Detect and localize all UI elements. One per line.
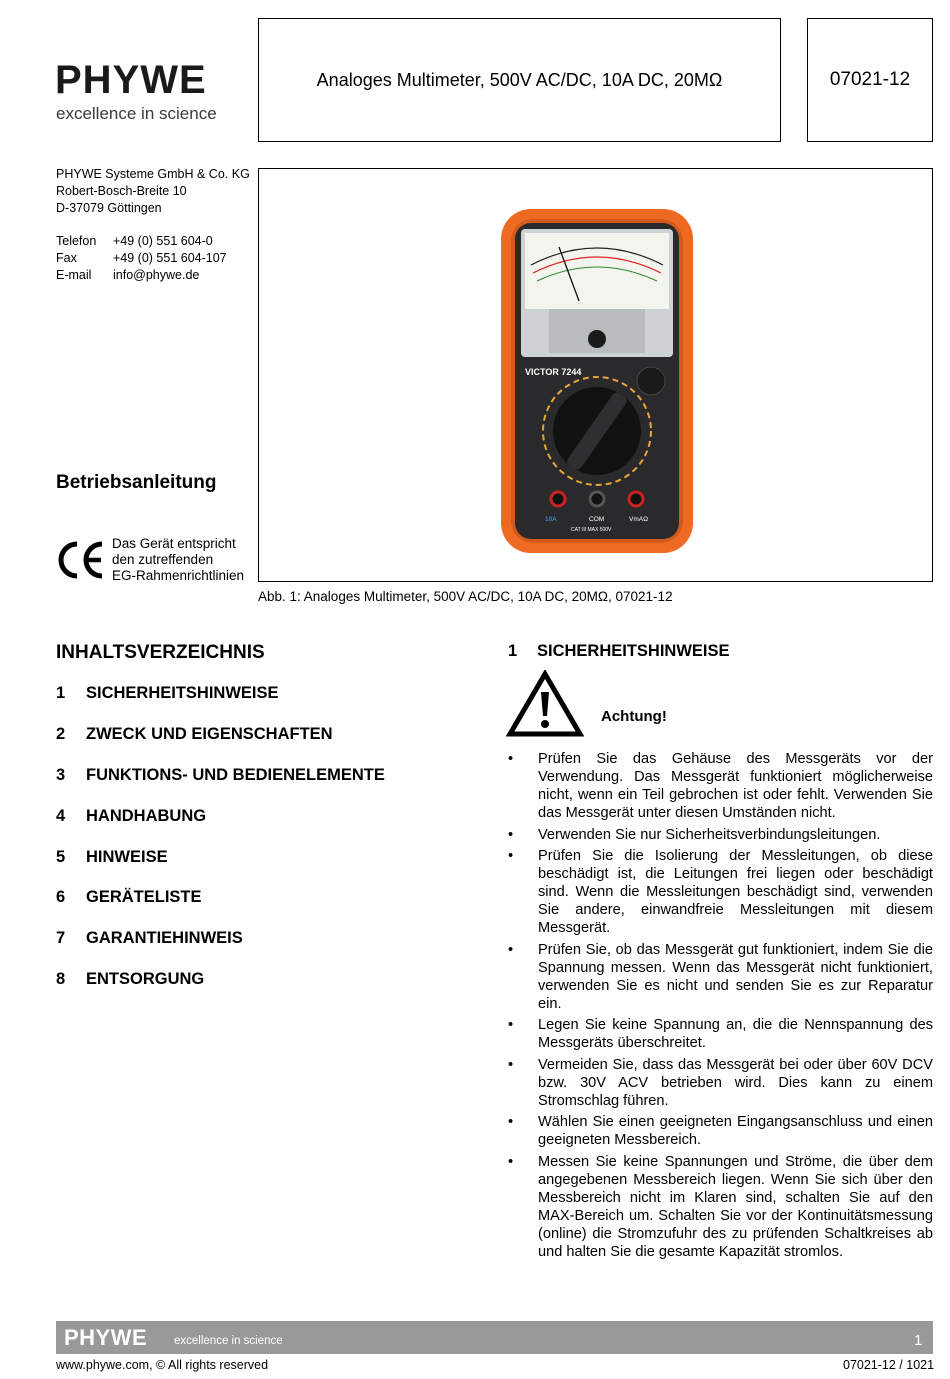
jack-10a [551,492,565,506]
safety-bullet-list [508,750,933,1264]
contact-label: Telefon [56,234,97,248]
bullet-text: Wählen Sie einen geeigneten Eingangsanschluss und einen geeigneten Messbereich. [538,1114,933,1148]
toc-item[interactable] [56,684,476,725]
jack-vma-label: VmAΩ [629,516,648,523]
toc-item[interactable] [56,970,476,1011]
toc-title: INHALTSVERZEICHNIS [56,642,265,663]
jack-10a-label: 10A [545,516,557,523]
safety-bullet [508,1056,933,1110]
bullet-text: Prüfen Sie das Gehäuse des Messgeräts vor der Verwendung. Das Messgerät funktioniert möglicherweise nicht, wenn ein Teil gebrochen ist oder fehlt. Verwenden Sie das Messgerät unter diesen Umständen nicht. [538,751,933,821]
toc-item[interactable] [56,888,476,929]
toc-item-label: GARANTIEHINWEIS [86,929,243,948]
toc-item-number: 8 [56,970,66,989]
document-title: Analoges Multimeter, 500V AC/DC, 10A DC, 20MΩ [316,69,723,90]
ce-line: Das Gerät entspricht [112,536,236,551]
company-contact [56,233,227,284]
toc-item-number: 4 [56,806,66,825]
article-number: 07021-12 [829,69,911,90]
section-heading [508,642,730,661]
bullet-dot-icon: • [508,826,514,843]
logo-tagline: excellence in science [56,104,217,123]
toc-item[interactable] [56,725,476,766]
document-title-box [258,18,781,142]
toc-item[interactable] [56,848,476,889]
toc-item-label: SICHERHEITSHINWEISE [86,684,279,702]
jack-vma [629,492,643,506]
bullet-text: Vermeiden Sie, dass das Messgerät bei oder über 60V DCV bzw. 30V ACV betrieben wird. Dies kann zu einem Stromschlag führen. [538,1056,933,1109]
bullet-dot-icon: • [508,1017,514,1033]
ce-mark-icon [56,540,106,580]
bullet-dot-icon: • [508,941,514,958]
bullet-text: Verwenden Sie nur Sicherheitsverbindungsleitungen. [538,826,881,843]
safety-bullet [508,1113,933,1149]
contact-row [56,267,227,284]
zero-adjust-screw [588,330,606,348]
toc-item-number: 5 [56,847,66,866]
manual-label: Betriebsanleitung [56,472,217,493]
safety-bullet [508,847,933,937]
multimeter-image [259,169,932,581]
footer-tagline: excellence in science [174,1335,283,1347]
phywe-logo: PHYWE [55,58,207,102]
footer-logo: PHYWE [64,1325,148,1350]
toc-item-number: 3 [56,765,66,784]
company-city: D-37079 Göttingen [56,201,162,215]
company-name: PHYWE Systeme GmbH & Co. KG [56,167,250,181]
contact-value: info@phywe.de [113,268,200,282]
bullet-dot-icon: • [508,1153,514,1170]
bullet-dot-icon: • [508,751,514,767]
safety-bullet [508,1016,933,1052]
safety-bullet [508,826,933,844]
toc-list [56,684,476,1011]
meter-scale-face [525,233,669,309]
contact-row [56,233,227,250]
toc-item-number: 6 [56,888,66,907]
ce-line: EG-Rahmenrichtlinien [112,568,245,583]
company-street: Robert-Bosch-Breite 10 [56,184,187,198]
bullet-text: Messen Sie keine Spannungen und Ströme, die über dem angegebenen Messbereich liegen. Wenn Sie sich über den Messbereich nicht im Klaren sind, schalten Sie auf den MAX-Bereich um. Schalten Sie vor der Kontinuitätsmessung (online) die Stromzufuhr des zu prüfenden Schaltkreises ab und halten Sie die gesamte Kapazität stromlos. [538,1153,933,1260]
ce-line: den zutreffenden [112,552,214,567]
toc-item[interactable] [56,766,476,807]
toc-item-label: FUNKTIONS- UND BEDIENELEMENTE [86,765,385,784]
warning-triangle-icon [506,670,584,738]
jack-com-label: COM [589,516,605,523]
section-number: 1 [508,642,518,660]
section-title: SICHERHEITSHINWEISE [537,642,730,660]
figure-caption: Abb. 1: Analoges Multimeter, 500V AC/DC, 10A DC, 20MΩ, 07021-12 [258,589,673,604]
page-number: 1 [914,1332,923,1349]
toc-item-label: HINWEISE [86,847,168,866]
meter-brand: VICTOR 7244 [525,367,582,377]
toc-item-label: GERÄTELISTE [86,888,202,907]
jack-com [590,492,604,506]
toc-item-number: 1 [56,684,66,702]
bullet-dot-icon: • [508,1056,514,1073]
contact-label: Fax [56,251,77,265]
toc-item[interactable] [56,807,476,848]
toc-item-number: 7 [56,929,66,948]
warning-label: Achtung! [601,708,667,725]
bullet-dot-icon: • [508,848,514,864]
bullet-text: Prüfen Sie die Isolierung der Messleitungen, ob diese beschädigt ist, die Leitungen frei liegen oder beschädigt sind. Wenn die Messleitungen beschädigt sind, verwenden Sie andere, einwandfreie Messleitungen mit diesem Messgerät. [538,848,933,936]
bullet-dot-icon: • [508,1114,514,1130]
toc-item-label: ZWECK UND EIGENSCHAFTEN [86,724,333,743]
figure-frame [258,168,933,582]
safety-bullet [508,1153,933,1261]
toc-item-number: 2 [56,724,66,743]
contact-value: +49 (0) 551 604-107 [113,251,227,265]
company-address [56,166,250,217]
ce-conformity-text [112,536,244,584]
footer-doc-id: 07021-12 / 1021 [843,1358,935,1372]
zero-ohm-knob [637,367,665,395]
bullet-text: Legen Sie keine Spannung an, die die Nennspannung des Messgeräts überschreitet. [538,1017,933,1051]
article-number-box [807,18,933,142]
contact-row [56,250,227,267]
toc-item-label: HANDHABUNG [86,806,207,825]
toc-item-label: ENTSORGUNG [86,970,205,989]
cat-rating-label: CAT III MAX 500V [571,527,612,533]
contact-label: E-mail [56,268,92,282]
toc-item[interactable] [56,929,476,970]
contact-value: +49 (0) 551 604-0 [113,234,213,248]
footer-copyright[interactable]: www.phywe.com, © All rights reserved [56,1358,269,1372]
bullet-text: Prüfen Sie, ob das Messgerät gut funktioniert, indem Sie die Spannung messen. Wenn das Messgerät nicht funktioniert, verwenden Sie es nicht und senden Sie es zur Reparatur ein. [538,941,933,1012]
safety-bullet [508,750,933,822]
safety-bullet [508,941,933,1013]
